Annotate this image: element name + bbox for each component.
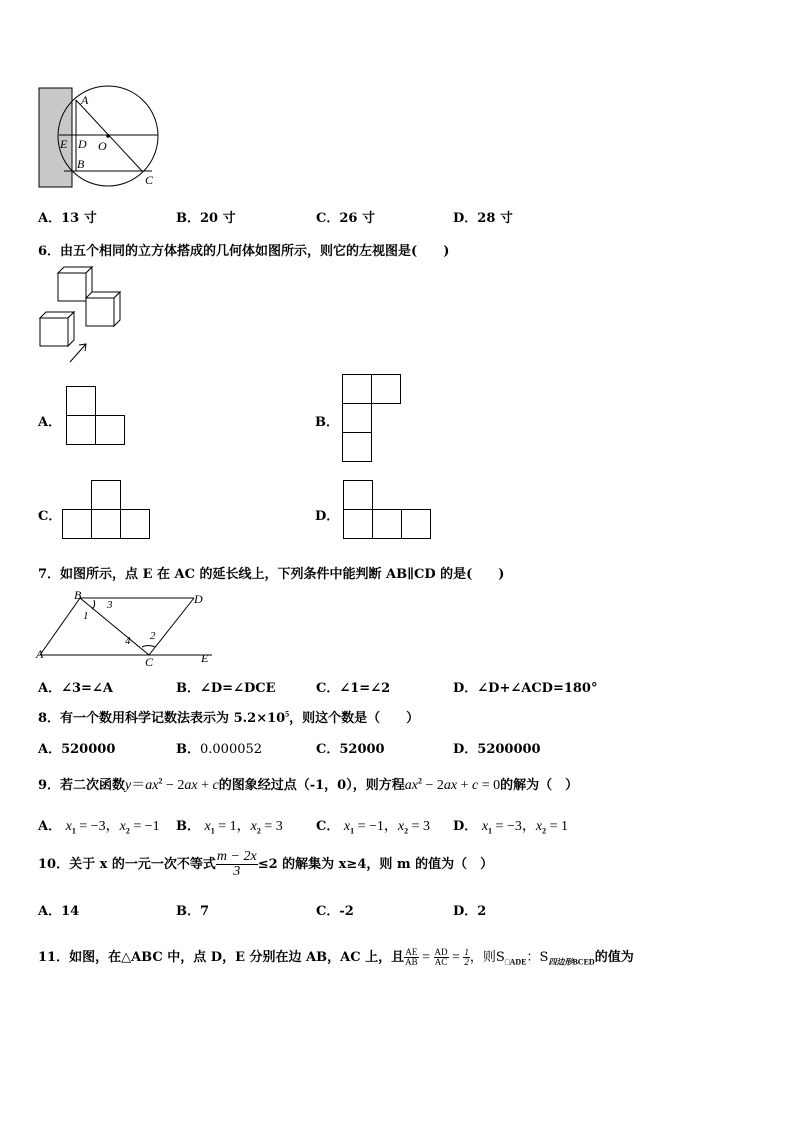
q11-fraction-ad-ac <box>434 948 449 967</box>
q5-option-a-text: 13 寸 <box>61 211 97 226</box>
label-C: C <box>145 173 154 187</box>
q8-option-c-text: 52000 <box>339 742 385 757</box>
q9-option-a[interactable]: A． $x_1 = -3$，$x_2 = -1$ <box>38 819 160 836</box>
q8-option-a-text: 520000 <box>61 742 116 757</box>
q10-option-d-letter: D． <box>453 904 478 919</box>
fig7-label-E: E <box>201 651 209 665</box>
q11-fraction-3-num: 1 <box>464 947 469 957</box>
q11-stem: 11．如图，在△ABC 中，点 D，E 分别在边 AB，AC 上，且 $\frac{AE}{AB}$ = $\frac{AD}{AC}$ = $\frac{1}{2}$ ，则$S_{□ADE}$：$S_{四边形BCED}$的值为 <box>38 947 634 967</box>
label-A: A <box>81 93 89 107</box>
q10-stem <box>38 850 493 879</box>
q8-option-b-text: 0.000052 <box>200 742 263 757</box>
q9-option-d-letter: D． <box>453 819 478 834</box>
q11-fraction-ae-ab <box>404 948 419 967</box>
q7-option-d[interactable] <box>453 677 597 696</box>
q5-option-a[interactable] <box>38 207 97 226</box>
center-point <box>106 134 110 138</box>
q9-option-a-x2: −1 <box>144 819 160 834</box>
q5-option-b-text: 20 寸 <box>200 211 236 226</box>
label-E: E <box>60 137 68 151</box>
q10-option-d-text: 2 <box>477 904 487 919</box>
q9-option-c-letter: C． <box>316 819 340 834</box>
label-D: D <box>78 137 87 151</box>
q8-option-a-letter: A． <box>38 742 62 757</box>
q9-option-d-x2: 1 <box>560 819 568 834</box>
q10-option-b-text: 7 <box>200 904 210 919</box>
q9-option-b[interactable]: B． $x_1 = 1$，$x_2 = 3$ <box>176 819 283 836</box>
q10-option-c-letter: C． <box>316 904 340 919</box>
q10-option-c-text: -2 <box>339 904 354 919</box>
q8-stem-exponent: 5 <box>285 709 290 719</box>
q8-stem-prefix: 8．有一个数用科学记数法表示为 5.2×10 <box>38 711 286 726</box>
q10-stem-prefix: 10．关于 x 的一元一次不等式 <box>38 857 216 872</box>
q7-option-b[interactable] <box>176 677 275 696</box>
q9-option-c-x2: 3 <box>423 819 431 834</box>
q11-fraction-2-num: AD <box>434 947 448 957</box>
q5-option-d-letter: D． <box>453 211 478 226</box>
q7-option-b-text: ∠D=∠DCE <box>200 681 276 696</box>
q9-option-d-x1: −3 <box>506 819 522 834</box>
q5-option-b[interactable] <box>176 207 236 226</box>
q7-option-d-text: ∠D+∠ACD=180° <box>477 681 598 696</box>
q5-option-c-letter: C． <box>316 211 340 226</box>
q10-option-a-text: 14 <box>61 904 80 919</box>
q5-option-c-text: 26 寸 <box>339 211 375 226</box>
q10-option-d[interactable] <box>453 900 486 919</box>
q7-option-c[interactable] <box>316 677 390 696</box>
q9-option-a-x1: −3 <box>90 819 106 834</box>
q8-option-d[interactable] <box>453 738 541 757</box>
fig7-label-B: B <box>74 588 82 602</box>
q8-option-a[interactable] <box>38 738 115 757</box>
label-B: B <box>77 157 85 171</box>
q9-equation: ax <box>404 778 418 793</box>
q6-option-c-letter[interactable]: C． <box>38 509 62 524</box>
q11-stem-suffix: 的值为 <box>594 950 634 965</box>
label-O: O <box>98 139 107 153</box>
q11-colon: ：S <box>526 950 549 965</box>
q11-sub-bced: BCED <box>572 957 595 967</box>
q11-fraction-3-den: 2 <box>464 957 469 967</box>
q7-option-c-text: ∠1=∠2 <box>339 681 391 696</box>
q11-stem-mid: ，则S <box>469 950 505 965</box>
q8-option-b[interactable] <box>176 738 262 757</box>
fig7-label-A: A <box>36 647 44 661</box>
view-arrow <box>70 344 86 362</box>
q10-stem-suffix: ≤2 的解集为 x≥4，则 m 的值为（ ） <box>257 857 494 872</box>
parallel-lines-figure <box>36 590 216 670</box>
q8-option-d-text: 5200000 <box>477 742 541 757</box>
q9-option-d[interactable]: D． $x_1 = -3$，$x_2 = 1$ <box>453 819 568 836</box>
q11-sub-ade: □ADE <box>504 957 527 967</box>
q11-fraction-1-num: AE <box>405 947 418 957</box>
q9-option-c[interactable]: C． $x_1 = -1$，$x_2 = 3$ <box>316 819 431 836</box>
q10-fraction-denominator: 3 <box>233 864 241 879</box>
fig7-label-2: 2 <box>150 630 156 642</box>
fig7-label-4: 4 <box>125 635 131 647</box>
q6-option-b-figure[interactable] <box>342 374 406 466</box>
q11-fraction-1-den: AB <box>405 957 418 967</box>
circle-log-figure <box>36 86 166 191</box>
q9-option-b-x1: 1 <box>229 819 237 834</box>
q8-option-c-letter: C． <box>316 742 340 757</box>
q10-option-a[interactable] <box>38 900 79 919</box>
q5-option-d-text: 28 寸 <box>477 211 513 226</box>
q6-stem: 6．由五个相同的立方体搭成的几何体如图所示，则它的左视图是( ) <box>38 244 450 259</box>
q9-stem-suffix: 的解为（ ） <box>500 778 579 793</box>
q6-option-d-letter[interactable]: D． <box>315 509 340 524</box>
q7-option-d-letter: D． <box>453 681 478 696</box>
q11-sub-quadrilateral: 四边形 <box>548 957 573 967</box>
q7-stem: 7．如图所示，点 E 在 AC 的延长线上，下列条件中能判断 AB∥CD 的是( ) <box>38 567 505 582</box>
q6-option-b-letter[interactable]: B． <box>315 415 339 430</box>
q9-option-b-letter: B． <box>176 819 200 834</box>
q9-stem-mid: 的图象经过点（-1，0），则方程 <box>218 778 405 793</box>
q8-option-b-letter: B． <box>176 742 200 757</box>
q6-option-c-figure[interactable] <box>62 480 154 542</box>
q6-option-d-figure[interactable] <box>343 480 435 542</box>
q9-function-formula: y <box>125 778 132 793</box>
q9-option-c-x1: −1 <box>369 819 384 834</box>
q11-stem-prefix: 11．如图，在△ABC 中，点 D，E 分别在边 AB，AC 上，且 <box>38 950 405 965</box>
fig7-label-1: 1 <box>83 610 89 622</box>
cube-stack-figure <box>36 270 126 360</box>
q10-option-b-letter: B． <box>176 904 200 919</box>
fig7-label-C: C <box>145 655 154 669</box>
q9-option-a-letter: A． <box>38 819 62 834</box>
q10-fraction <box>216 850 258 879</box>
fig7-label-3: 3 <box>107 599 113 611</box>
q5-option-a-letter: A． <box>38 211 62 226</box>
q7-option-c-letter: C． <box>316 681 340 696</box>
q10-option-c[interactable] <box>316 900 354 919</box>
q7-option-b-letter: B． <box>176 681 200 696</box>
q7-option-a[interactable] <box>38 677 113 696</box>
q5-option-d[interactable] <box>453 207 513 226</box>
q8-stem <box>38 707 419 726</box>
q6-option-a-figure[interactable] <box>66 386 128 448</box>
q5-option-b-letter: B． <box>176 211 200 226</box>
q8-option-d-letter: D． <box>453 742 478 757</box>
q9-stem-prefix: 9．若二次函数 <box>38 778 126 793</box>
q9-option-b-x2: 3 <box>275 819 283 834</box>
q8-stem-suffix: ，则这个数是（ ） <box>289 711 420 726</box>
q5-option-c[interactable] <box>316 207 375 226</box>
q10-option-a-letter: A． <box>38 904 62 919</box>
fig7-label-D: D <box>194 592 203 606</box>
q7-option-a-text: ∠3=∠A <box>61 681 113 696</box>
q10-option-b[interactable] <box>176 900 209 919</box>
q9-stem: 9．若二次函数$y=ax^2 - 2ax + c$的图象经过点（-1，0），则方程$ax^2 - 2ax + c = 0$的解为（ ） <box>38 776 579 793</box>
q11-fraction-2-den: AC <box>434 957 448 967</box>
q7-option-a-letter: A． <box>38 681 62 696</box>
q8-option-c[interactable] <box>316 738 385 757</box>
q10-fraction-numerator: m − 2x <box>216 849 257 864</box>
q6-option-a-letter[interactable]: A． <box>38 415 62 430</box>
